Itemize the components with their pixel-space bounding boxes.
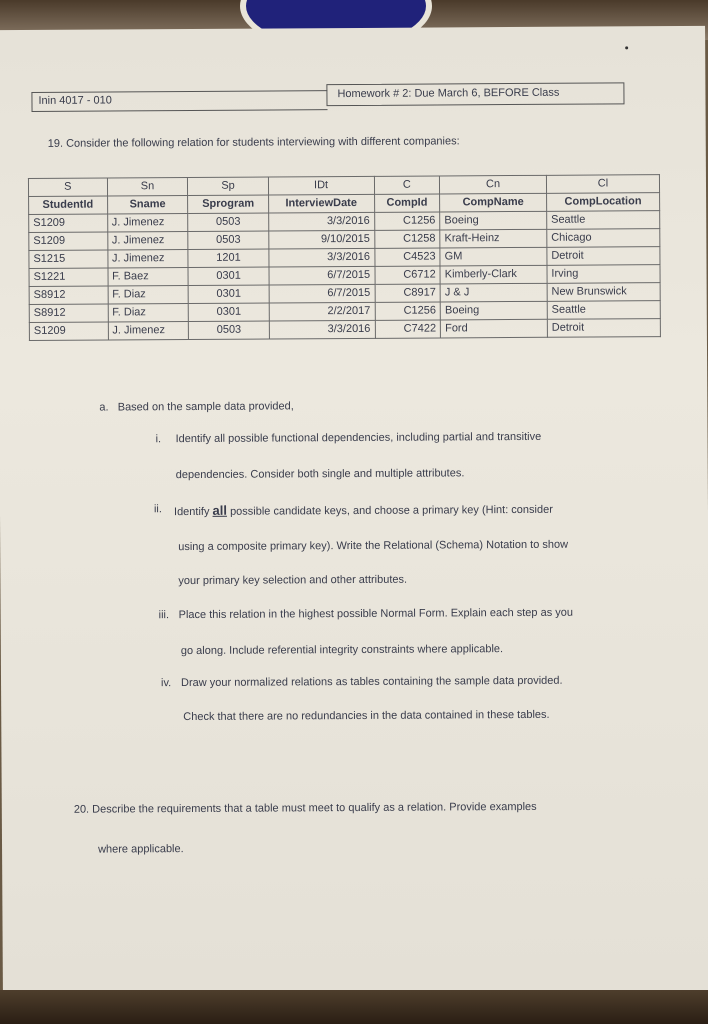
- homework-sheet: [0, 26, 708, 1000]
- table-cell: New Brunswick: [547, 283, 660, 302]
- table-cell: S1215: [29, 250, 108, 268]
- question-19-text: Consider the following relation for students interviewing with different companies:: [66, 135, 460, 150]
- column-header: CompId: [374, 194, 440, 212]
- question-19-number: 19.: [47, 137, 64, 150]
- table-cell: S1209: [29, 232, 108, 250]
- table-cell: C6712: [375, 266, 441, 284]
- question-20: [74, 801, 537, 816]
- table-cell: S8912: [29, 286, 108, 304]
- table-cell: S8912: [29, 304, 108, 322]
- item-ii-line3: your primary key selection and other attributes.: [178, 573, 408, 588]
- table-cell: 0301: [188, 267, 268, 285]
- background-bottom: [0, 990, 708, 1024]
- table-cell: J. Jimenez: [107, 214, 188, 232]
- table-cell: Seattle: [547, 211, 660, 230]
- table-cell: 9/10/2015: [268, 230, 374, 249]
- item-i-line1: Identify all possible functional dependencies, including partial and transitive: [175, 430, 542, 446]
- table-cell: J. Jimenez: [107, 250, 188, 268]
- table-cell: GM: [440, 247, 547, 266]
- part-a: [99, 400, 294, 413]
- abbr-cell: C: [374, 176, 440, 194]
- column-header: InterviewDate: [268, 194, 374, 213]
- item-iii-line1: Place this relation in the highest possible Normal Form. Explain each step as you: [178, 606, 574, 622]
- item-iv-line2: Check that there are no redundancies in the data contained in these tables.: [183, 708, 550, 724]
- column-header: Sprogram: [188, 195, 268, 213]
- part-a-label: a.: [99, 401, 109, 414]
- abbr-cell: S: [28, 178, 107, 196]
- table-cell: Seattle: [547, 301, 660, 320]
- ink-dot: [625, 46, 628, 49]
- table-cell: Ford: [441, 319, 548, 338]
- course-code-box: [31, 90, 327, 112]
- item-iii-number: iii.: [158, 609, 170, 622]
- relation-table: [28, 174, 661, 341]
- abbr-cell: Cl: [546, 175, 659, 194]
- part-a-text: Based on the sample data provided,: [117, 400, 294, 414]
- abbr-cell: Sn: [107, 178, 188, 196]
- table-cell: Chicago: [547, 229, 660, 248]
- question-20-line1: Describe the requirements that a table must meet to qualify as a relation. Provide examples: [92, 800, 537, 816]
- item-ii-line2: using a composite primary key). Write the Relational (Schema) Notation to show: [178, 538, 569, 554]
- table-cell: 6/7/2015: [269, 266, 375, 285]
- table-cell: 6/7/2015: [269, 284, 375, 303]
- table-cell: Kimberly-Clark: [440, 265, 547, 284]
- item-ii-number: ii.: [153, 503, 162, 516]
- table-cell: Boeing: [440, 211, 547, 230]
- table-cell: 3/3/2016: [269, 320, 375, 339]
- column-header: CompLocation: [546, 193, 659, 212]
- item-i-number: i.: [155, 433, 162, 446]
- table-cell: 1201: [188, 249, 268, 267]
- table-cell: 0301: [189, 285, 269, 303]
- question-20-line2: where applicable.: [98, 843, 184, 856]
- abbr-cell: Sp: [188, 177, 268, 195]
- table-cell: S1209: [29, 322, 108, 340]
- table-cell: 3/3/2016: [269, 248, 375, 267]
- item-iv-line1: Draw your normalized relations as tables containing the sample data provided.: [180, 674, 563, 690]
- table-cell: 0503: [188, 231, 268, 249]
- table-cell: Boeing: [440, 301, 547, 320]
- table-cell: J. Jimenez: [108, 322, 189, 340]
- table-cell: F. Baez: [108, 268, 189, 286]
- course-code: Inin 4017 - 010: [38, 94, 112, 107]
- table-cell: C1256: [375, 302, 441, 320]
- item-iii-line2: go along. Include referential integrity constraints where applicable.: [180, 643, 504, 658]
- question-20-number: 20.: [73, 803, 90, 816]
- table-cell: Detroit: [547, 247, 660, 266]
- homework-title-box: [326, 82, 624, 106]
- column-header: StudentId: [29, 196, 108, 214]
- table-cell: C1258: [374, 230, 440, 248]
- table-cell: 2/2/2017: [269, 302, 375, 321]
- table-cell: S1221: [29, 268, 108, 286]
- table-cell: C7422: [375, 320, 441, 338]
- item-ii-line1: [174, 501, 553, 518]
- table-cell: Detroit: [547, 319, 660, 338]
- item-iv-number: iv.: [160, 677, 172, 690]
- abbr-cell: IDt: [268, 176, 374, 195]
- table-cell: 0503: [189, 321, 269, 339]
- table-cell: J & J: [440, 283, 547, 302]
- table-cell: Kraft-Heinz: [440, 229, 547, 248]
- table-cell: 0503: [188, 213, 268, 231]
- table-row: [29, 319, 660, 341]
- table-cell: C8917: [375, 284, 441, 302]
- table-cell: J. Jimenez: [107, 232, 188, 250]
- column-header: CompName: [440, 193, 547, 212]
- question-20-cont: [98, 843, 184, 856]
- table-cell: C1256: [374, 212, 440, 230]
- item-ii-post: possible candidate keys, and choose a primary key (Hint: consider: [226, 503, 553, 518]
- table-cell: 0301: [189, 303, 269, 321]
- table-cell: C4523: [374, 248, 440, 266]
- emphasis-all: all: [212, 502, 228, 518]
- table-cell: Irving: [547, 265, 660, 284]
- table-cell: 3/3/2016: [268, 212, 374, 231]
- column-header: Sname: [107, 196, 188, 214]
- item-ii-pre: Identify: [173, 505, 213, 519]
- abbr-cell: Cn: [440, 175, 547, 194]
- item-i-line2: dependencies. Consider both single and multiple attributes.: [175, 467, 465, 482]
- table-cell: F. Diaz: [108, 286, 189, 304]
- table-cell: F. Diaz: [108, 304, 189, 322]
- question-19: [48, 135, 460, 150]
- table-cell: S1209: [29, 214, 108, 232]
- homework-title: Homework # 2: Due March 6, BEFORE Class: [337, 86, 560, 101]
